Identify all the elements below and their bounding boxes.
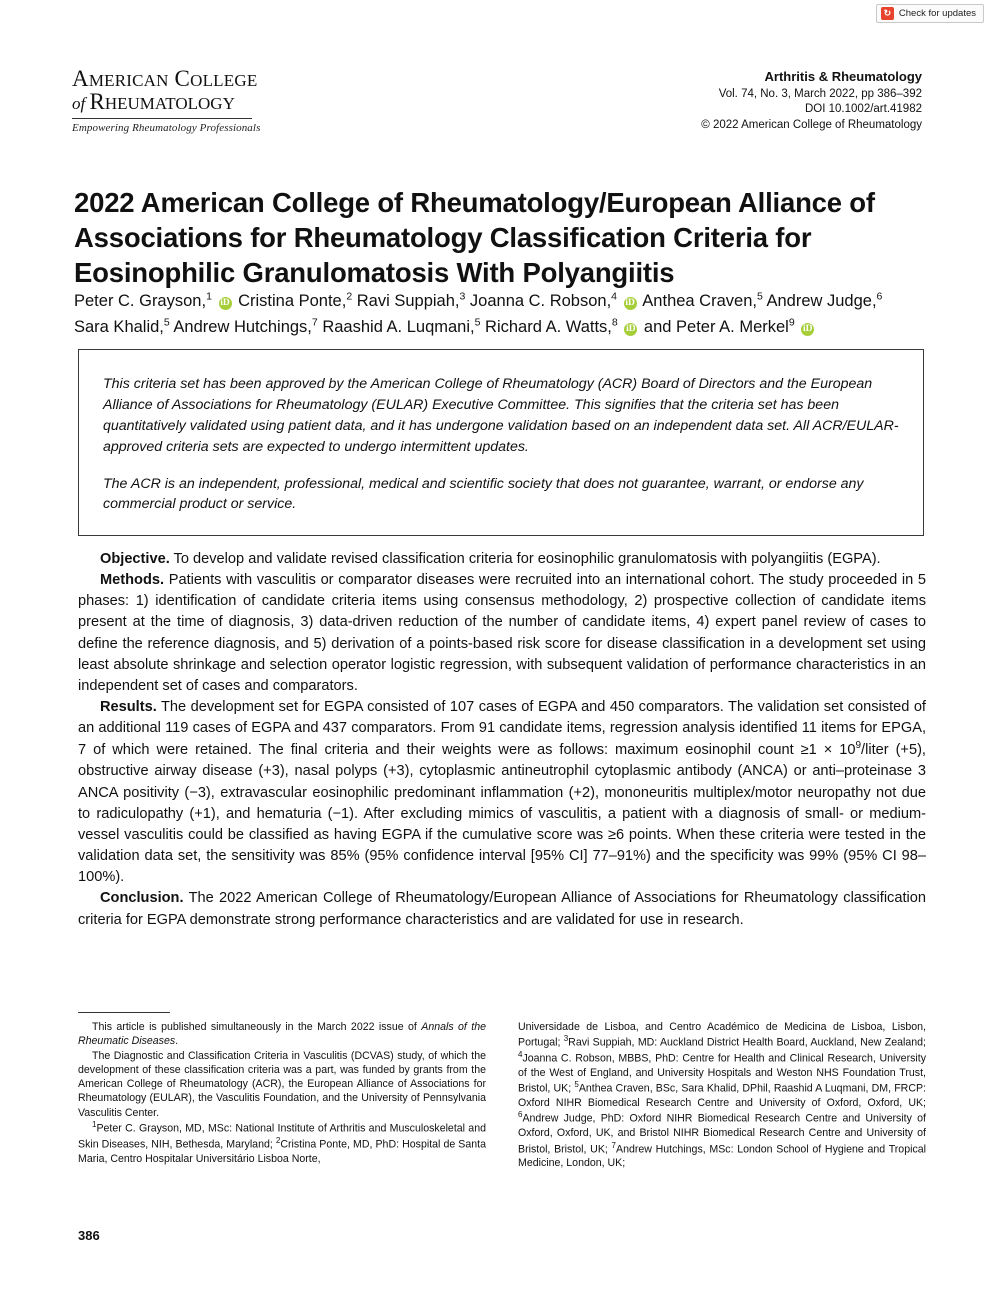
abstract-methods xyxy=(78,570,926,697)
abstract-objective xyxy=(78,549,926,570)
page-number: 386 xyxy=(78,1228,100,1243)
abstract-objective-label: Objective. xyxy=(100,551,170,567)
orcid-icon[interactable]: iD xyxy=(803,323,813,334)
abstract-results-exponent: 9 xyxy=(855,740,862,752)
footnote-item: The Diagnostic and Classification Criteria in Vasculitis (DCVAS) study, of which the development of these classification criteria was a part, was funded by grants from the American College of Rheumatology (ACR), the European Alliance of Associations for Rheumatology (EULAR), the Vasculitis Foundation, and the University of Pennsylvania Vasculitis Center. xyxy=(78,1049,486,1119)
orcid-icon[interactable]: iD xyxy=(220,297,230,308)
abstract xyxy=(78,549,926,931)
abstract-results-label: Results. xyxy=(100,699,157,716)
footnote-column-right xyxy=(518,1020,926,1171)
abstract-results xyxy=(78,697,926,888)
logo-line-2: of RHEUMATOLOGY xyxy=(72,89,235,114)
footnote-item: This article is published simultaneously in the March 2022 issue of Annals of the Rheumatic Diseases. xyxy=(78,1021,486,1048)
acr-logo xyxy=(72,66,332,134)
approval-paragraph-2: The ACR is an independent, professional, medical and scientific society that does not guarantee, warrant, or endorse any commercial product or service. xyxy=(103,475,864,513)
footnote-column-left xyxy=(78,1020,486,1171)
abstract-methods-label: Methods. xyxy=(100,572,165,589)
approval-statement-box xyxy=(78,349,924,536)
orcid-icon[interactable]: iD xyxy=(626,323,636,334)
abstract-conclusion xyxy=(78,888,926,930)
logo-line-1: AMERICAN COLLEGE xyxy=(72,66,258,91)
approval-paragraph-1: This criteria set has been approved by the American College of Rheumatology (ACR) Board of Directors and the European Alliance of Associations for Rheumatology (EULAR) Executive Committee. This signifies that the criteria set has been quantitatively validated using patient data, and it has undergone validation based on an independent data set. All ACR/EULAR-approved criteria sets are expected to undergo intermittent updates. xyxy=(103,376,899,455)
abstract-methods-text: Patients with vasculitis or comparator diseases were recruited into an international cohort. The study proceeded in 5 phases: 1) identification of candidate criteria items using consensus methodology, 2) prospective collection of candidate items present at the time of diagnosis, 3) data-driven reduction of the number of candidate items, 4) expert panel review of cases to define the reference diagnosis, and 5) derivation of a points-based risk score for disease classification in a development set using least absolute shrinkage and selection operator logistic regression, with subsequent validation of performance characteristics in an independent set of cases and comparators. xyxy=(78,572,926,694)
logo-tagline: Empowering Rheumatology Professionals xyxy=(72,122,261,134)
abstract-results-text-a: The development set for EGPA consisted of 107 cases of EGPA and 450 comparators. The validation set consisted of an additional 119 cases of EGPA and 437 comparators. From 91 candidate items, regression analysis identified 11 items for EPGA, 7 of which were retained. The final criteria and their weights were as follows: maximum eosinophil count ≥1 × 10 xyxy=(78,699,926,759)
abstract-conclusion-text: The 2022 American College of Rheumatology/European Alliance of Associations for Rheumatology classification criteria for EGPA demonstrate strong performance characteristics and are validated for use in research. xyxy=(78,890,926,928)
footnote-item: $^1$Peter C. Grayson, MD, MSc: National Institute of Arthritis and Musculoskeletal and Skin Diseases, NIH, Bethesda, Maryland; $^2$Cristina Ponte, MD, PhD: Hospital de Santa Maria, Centro Hospitalar Universitário Lisboa Norte, xyxy=(78,1120,486,1165)
footnote-divider xyxy=(78,1012,170,1013)
abstract-conclusion-label: Conclusion. xyxy=(100,890,184,907)
journal-title: Arthritis & Rheumatology xyxy=(764,69,922,84)
footnotes xyxy=(78,1020,926,1171)
author-list xyxy=(74,288,944,340)
author-item: Cristina Ponte,$^2$ Ravi Suppiah,$^3$ Joanna C. Robson,$^4$ xyxy=(238,290,618,310)
journal-copyright: © 2022 American College of Rheumatology xyxy=(701,118,922,131)
abstract-results-text-b: /liter (+5), obstructive airway disease (+3), nasal polyps (+3), cytoplasmic antineutrophil cytoplasmic antibody (ANCA) or anti–proteinase 3 ANCA positivity (−3), extravascular eosinophilic predominant inflammation (+2), mononeuritis multiplex/motor neuropathy not due to radiculopathy (+1), and hematuria (−1). After excluding mimics of vasculitis, a patient with a diagnosis of small- or medium-vessel vasculitis could be classified as having EGPA if the cumulative score was ≥6 points. When these criteria were tested in the validation data set, the sensitivity was 85% (95% confidence interval [95% CI] 77–91%) and the specificity was 99% (95% CI 98–100%). xyxy=(78,742,926,886)
crossmark-icon: ↻ xyxy=(881,7,894,20)
author-item: and Peter A. Merkel$^9$ xyxy=(643,316,795,336)
author-item: Anthea Craven,$^5$ Andrew Judge,$^6$ xyxy=(642,290,883,310)
check-for-updates-label: Check for updates xyxy=(898,8,976,19)
orcid-icon[interactable]: iD xyxy=(625,297,635,308)
author-item: Peter C. Grayson,$^1$ xyxy=(74,290,212,310)
journal-doi: DOI 10.1002/art.41982 xyxy=(805,103,922,116)
logo-divider xyxy=(72,118,252,119)
journal-volume: Vol. 74, No. 3, March 2022, pp 386–392 xyxy=(718,87,922,100)
journal-info xyxy=(701,68,922,133)
abstract-objective-text: To develop and validate revised classification criteria for eosinophilic granulomatosis with polyangiitis (EGPA). xyxy=(169,551,881,567)
author-item: Sara Khalid,$^5$ Andrew Hutchings,$^7$ Raashid A. Luqmani,$^5$ Richard A. Watts,$^8$ xyxy=(74,316,618,336)
check-for-updates-badge[interactable] xyxy=(876,4,984,23)
footnote-item: Universidade de Lisboa, and Centro Académico de Medicina de Lisboa, Lisbon, Portugal; $^3$Ravi Suppiah, MD: Auckland District Health Board, Auckland, New Zealand; $^4$Joanna C. Robson, MBBS, PhD: Centre for Health and Clinical Research, University of the West of England, and University Hospitals and Weston NHS Foundation Trust, Bristol, UK; $^5$Anthea Craven, BSc, Sara Khalid, DPhil, Raashid A Luqmani, DM, FRCP: Oxford NIHR Biomedical Research Centre and University of Oxford, Oxford, UK; $^6$Andrew Judge, PhD: Oxford NIHR Biomedical Research Centre and University of Oxford, Oxford, UK, and Bristol NIHR Biomedical Research Centre and University of Bristol, Bristol, UK; $^7$Andrew Hutchings, MSc: London School of Hygiene and Tropical Medicine, London, UK; xyxy=(518,1021,926,1170)
article-title: 2022 American College of Rheumatology/European Alliance of Associations for Rheumatology Classification Criteria for Eosinophilic Granulomatosis With Polyangiitis xyxy=(74,187,875,288)
